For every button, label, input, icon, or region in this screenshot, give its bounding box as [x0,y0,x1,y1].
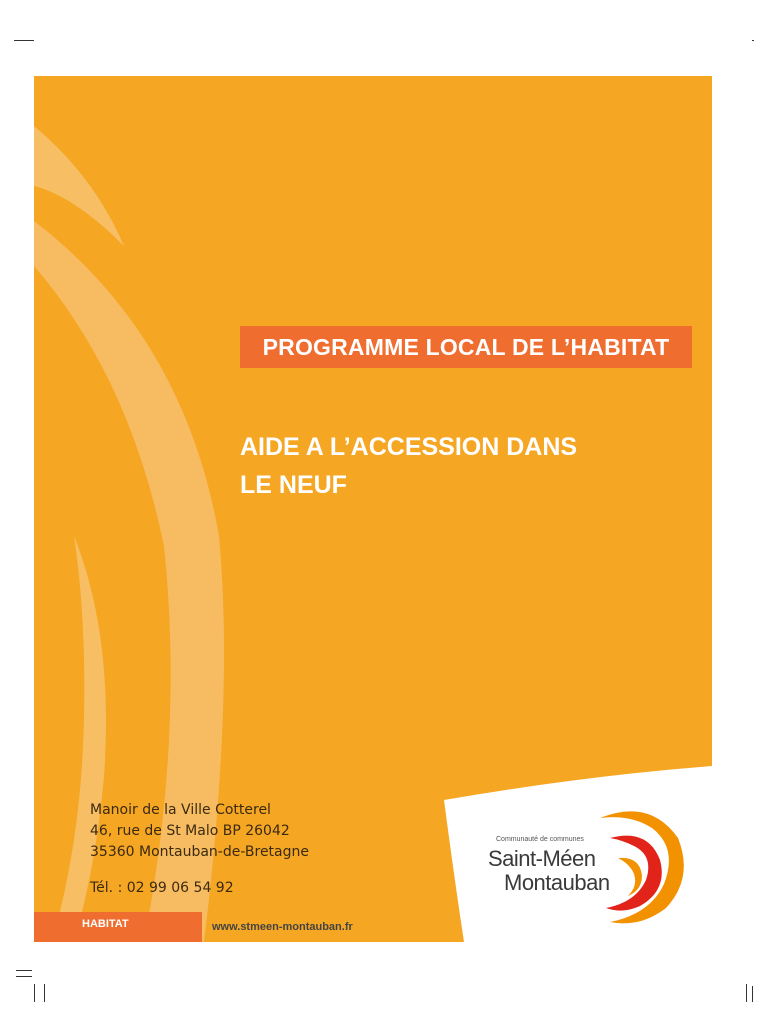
subtitle-line-2: LE NEUF [240,471,347,499]
crop-mark-bottom-left-h [16,970,32,971]
footer-section-label: HABITAT [82,918,129,930]
crop-mark-bottom-left-v2 [44,984,45,1002]
crop-mark-bottom-left-v [34,984,35,1002]
crop-mark-bottom-right-v [746,984,747,1002]
address-line-2: 46, rue de St Malo BP 26042 [90,823,290,839]
logo-name-line-1: Saint-Méen [488,846,596,871]
phone-number: Tél. : 02 99 06 54 92 [90,880,234,896]
address-line-3: 35360 Montauban-de-Bretagne [90,844,309,860]
banner-title: PROGRAMME LOCAL DE L’HABITAT [240,326,692,368]
subtitle-line-1: AIDE A L’ACCESSION DANS [240,433,578,461]
logo-name-line-2: Montauban [504,870,610,895]
address-line-1: Manoir de la Ville Cotterel [90,802,271,818]
logo-tagline: Communauté de communes [496,836,584,843]
cover-subtitle [240,428,640,504]
crop-mark-bottom-left-h2 [16,976,32,977]
crop-mark-top-left [14,40,34,41]
crop-mark-bottom-right-v2 [752,986,753,1002]
contact-address [90,800,309,899]
crop-mark-top-right [752,40,754,41]
saint-meen-montauban-logo [482,798,692,928]
brochure-cover [34,76,712,942]
website-url: www.stmeen-montauban.fr [212,921,353,933]
